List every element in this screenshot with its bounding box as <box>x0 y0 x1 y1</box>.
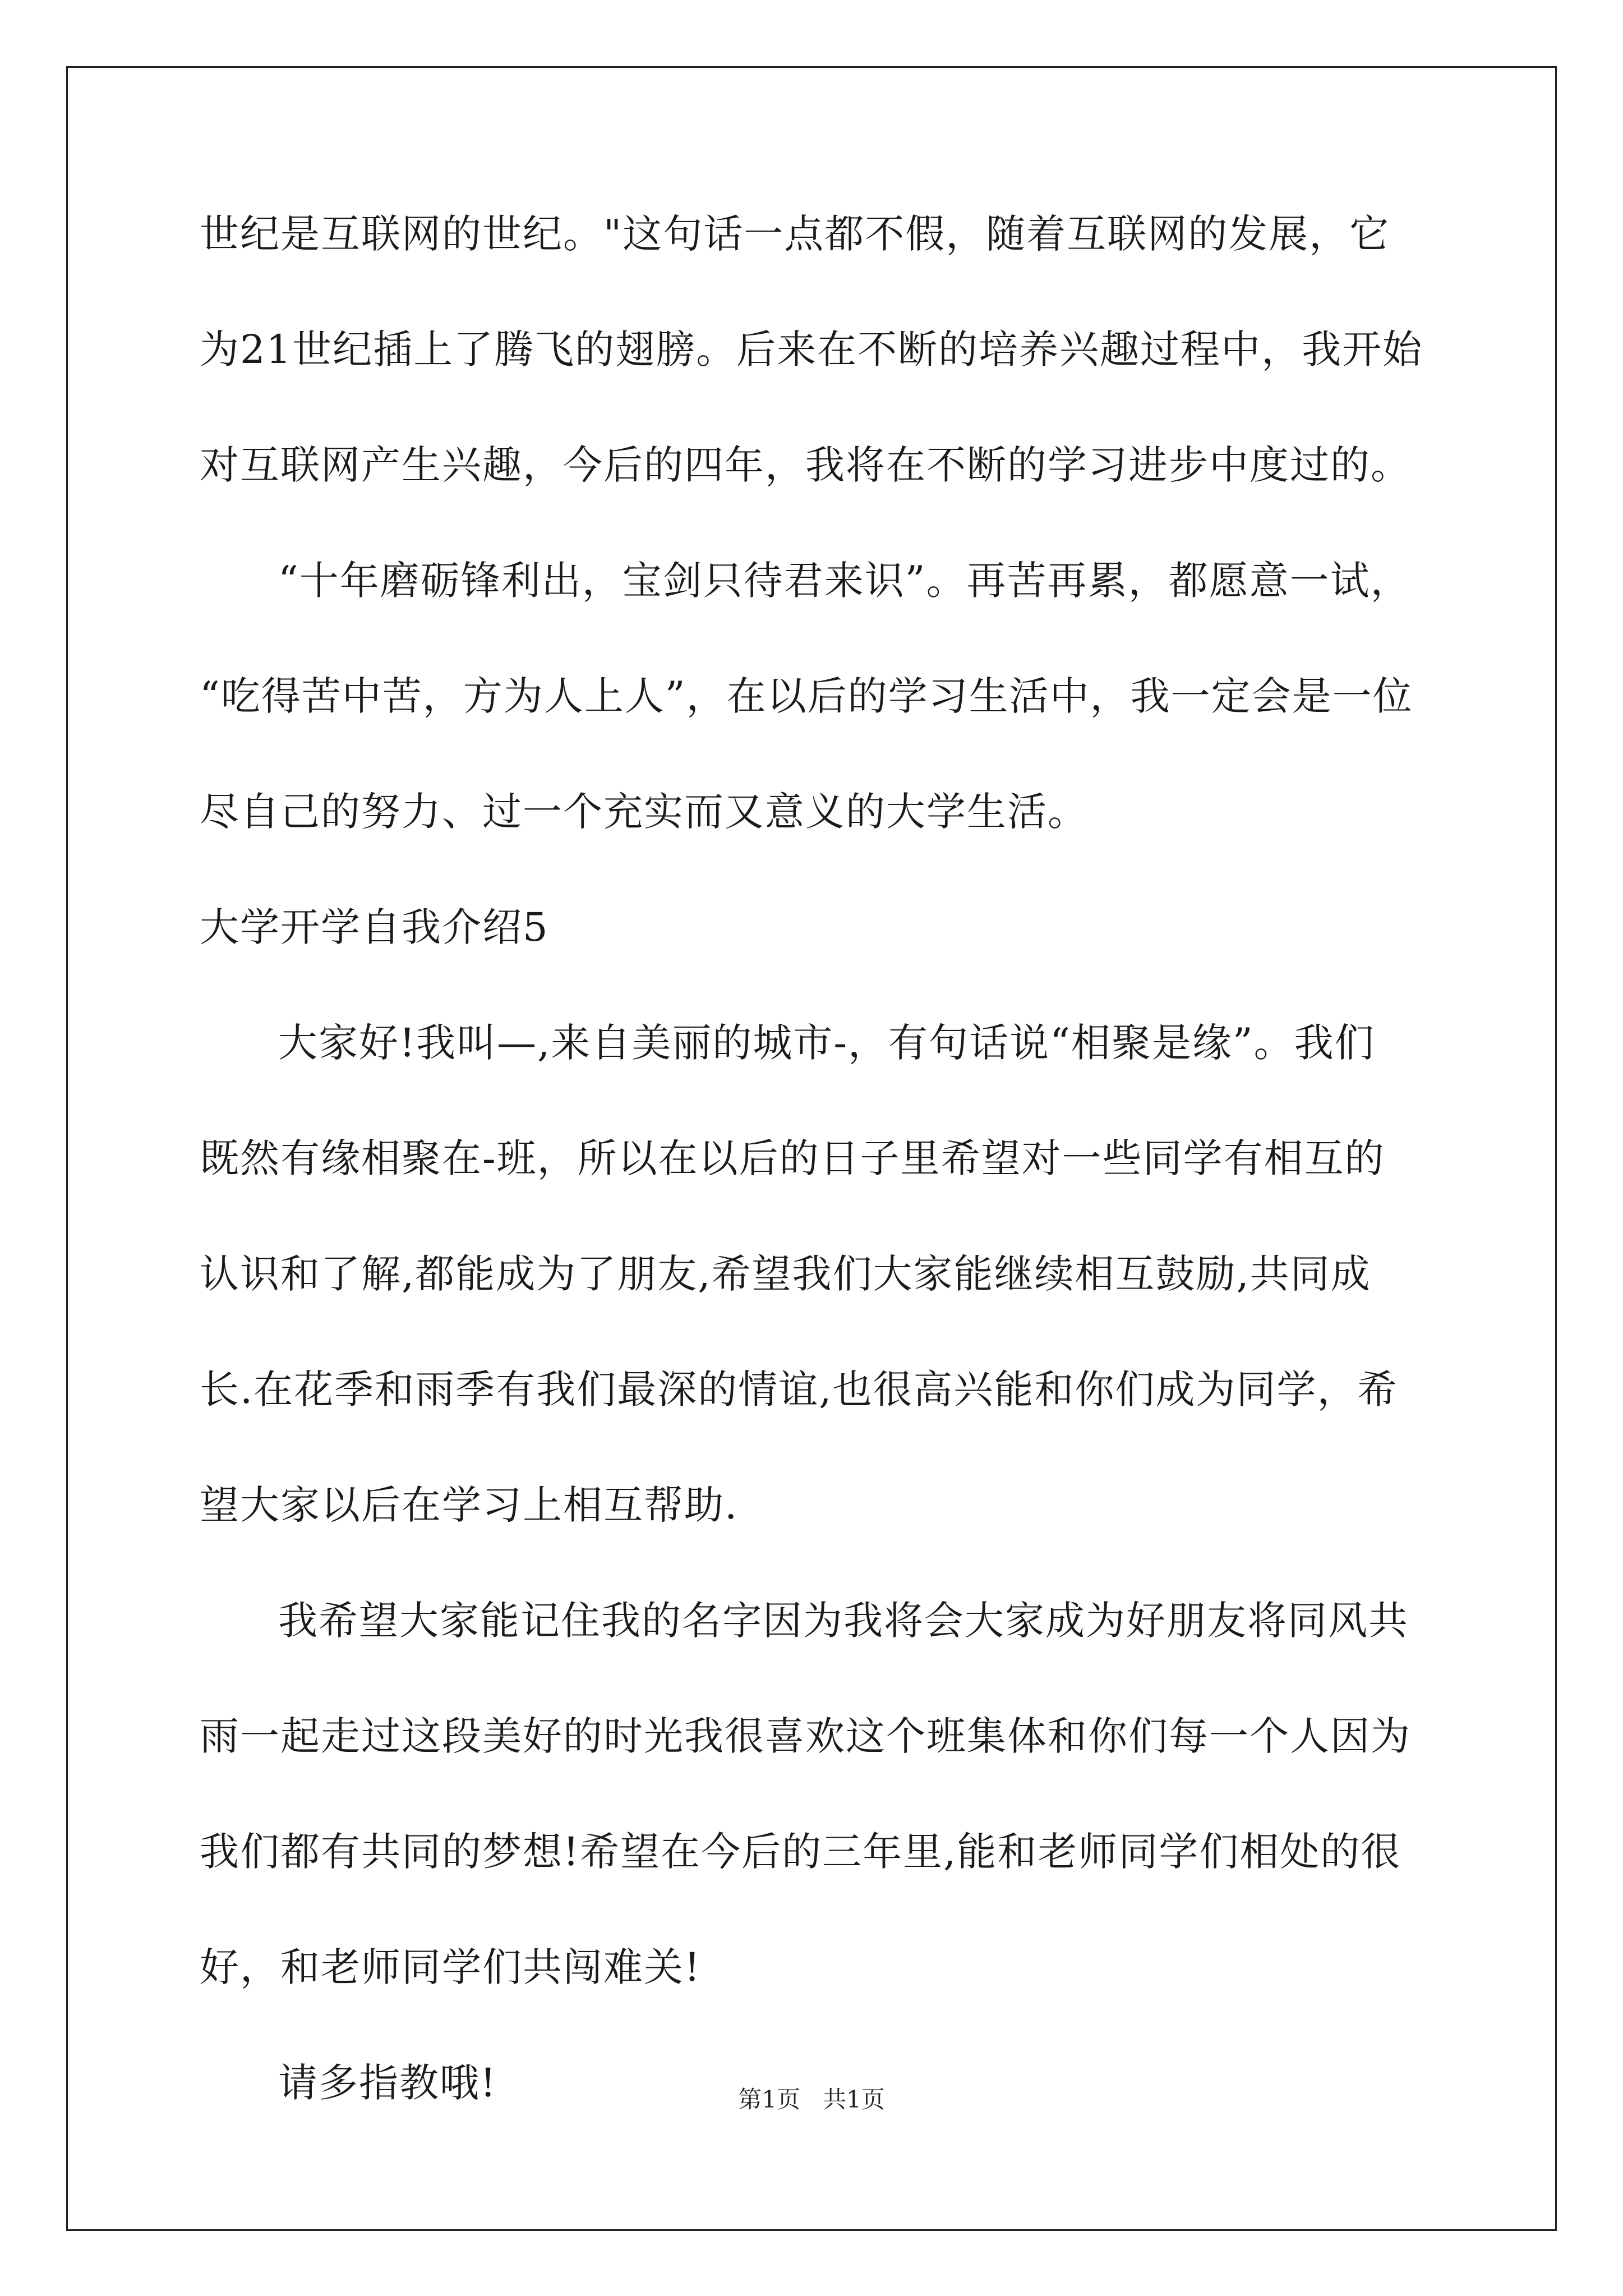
document-body <box>200 211 1428 2106</box>
paragraph-line: “吃得苦中苦，方为人上人”，在以后的学习生活中，我一定会是一位 <box>200 673 1413 719</box>
page-footer <box>0 2086 1623 2114</box>
paragraph-line: 我希望大家能记住我的名字因为我将会大家成为好朋友将同风共 <box>278 1598 1409 1644</box>
paragraph-line: 雨一起走过这段美好的时光我很喜欢这个班集体和你们每一个人因为 <box>200 1713 1411 1759</box>
paragraph-line: “十年磨砺锋利出，宝剑只待君来识”。再苦再累，都愿意一试， <box>278 558 1411 604</box>
paragraph-line: 对互联网产生兴趣，今后的四年，我将在不断的学习进步中度过的。 <box>200 442 1411 488</box>
paragraph-line: 世纪是互联网的世纪。"这句话一点都不假，随着互联网的发展，它 <box>200 211 1390 257</box>
page-number-total: 共1页 <box>823 2086 885 2113</box>
paragraph-line: 我们都有共同的梦想!希望在今后的三年里,能和老师同学们相处的很 <box>200 1829 1401 1875</box>
paragraph-line: 请多指教哦! <box>278 2060 497 2106</box>
paragraph-line: 大家好!我叫—,来自美丽的城市-，有句话说“相聚是缘”。我们 <box>278 1020 1375 1066</box>
section-heading: 大学开学自我介绍5 <box>200 904 549 950</box>
paragraph-line: 既然有缘相聚在-班，所以在以后的日子里希望对一些同学有相互的 <box>200 1135 1385 1181</box>
paragraph-line: 望大家以后在学习上相互帮助. <box>200 1482 739 1528</box>
paragraph-line: 尽自己的努力、过一个充实而又意义的大学生活。 <box>200 789 1088 835</box>
paragraph-line: 为21世纪插上了腾飞的翅膀。后来在不断的培养兴趣过程中，我开始 <box>200 326 1423 372</box>
paragraph-line: 认识和了解,都能成为了朋友,希望我们大家能继续相互鼓励,共同成 <box>200 1251 1371 1297</box>
page-number-current: 第1页 <box>738 2086 800 2113</box>
paragraph-line: 好，和老师同学们共闯难关! <box>200 1944 702 1990</box>
paragraph-line: 长.在花季和雨季有我们最深的情谊,也很高兴能和你们成为同学，希 <box>200 1366 1398 1412</box>
